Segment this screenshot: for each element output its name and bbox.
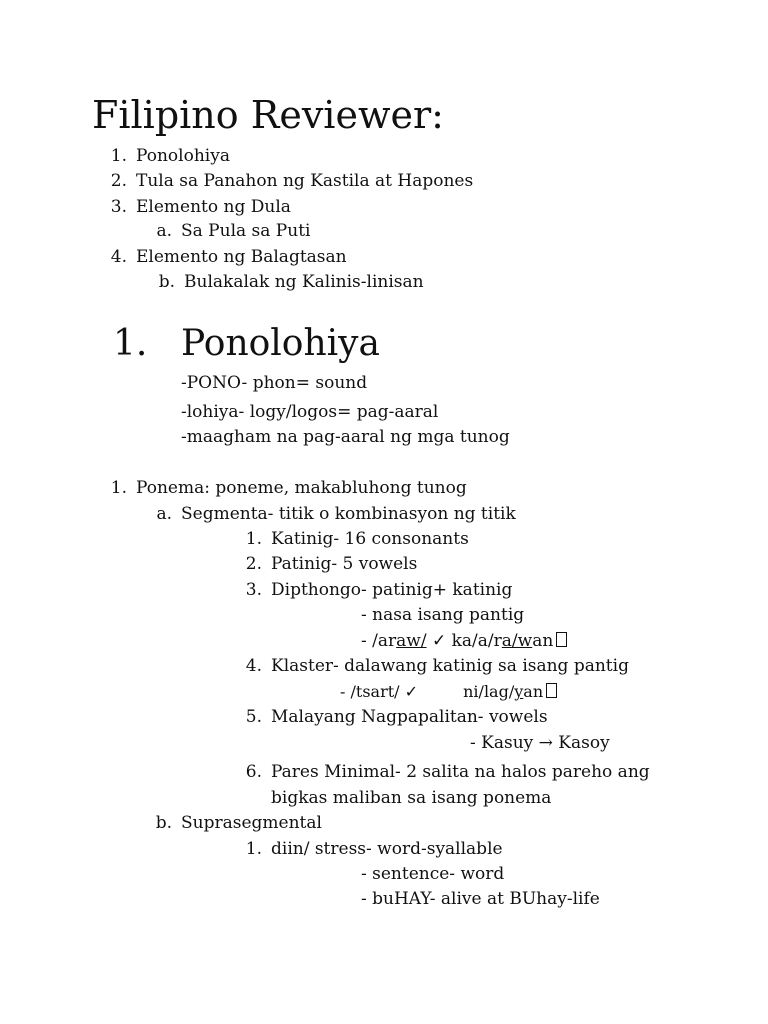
example-text: an xyxy=(523,682,544,701)
list-marker: 2. xyxy=(245,554,262,574)
toc-marker: b. xyxy=(158,272,175,292)
toc-item: Sa Pula sa Puti xyxy=(181,221,311,241)
toc-marker: 4. xyxy=(110,247,127,267)
list-marker: 1. xyxy=(110,478,127,498)
section-note: -lohiya- logy/logos= pag-aaral xyxy=(181,402,439,422)
list-item: Ponema: poneme, makabluhong tunog xyxy=(136,478,467,498)
example-text: ni/lag/ xyxy=(463,682,515,701)
section-number: 1. xyxy=(113,323,148,364)
example-underline: y xyxy=(514,682,524,701)
missing-glyph-icon xyxy=(546,683,557,698)
klaster-example xyxy=(340,682,557,702)
sub-note: - nasa isang pantig xyxy=(361,605,525,625)
toc-marker: a. xyxy=(156,221,172,241)
list-item: Dipthongo- patinig+ katinig xyxy=(271,580,513,600)
list-marker: 1. xyxy=(245,839,262,859)
list-marker: 3. xyxy=(245,580,262,600)
section-heading: Ponolohiya xyxy=(181,323,380,364)
toc-marker: 3. xyxy=(110,197,127,217)
toc-item: Ponolohiya xyxy=(136,146,230,166)
list-item: Suprasegmental xyxy=(181,813,322,833)
list-item: Patinig- 5 vowels xyxy=(271,554,418,574)
section-note: -maagham na pag-aaral ng mga tunog xyxy=(181,427,510,447)
sub-note: - buHAY- alive at BUhay-life xyxy=(361,889,600,909)
example-text: - /ar xyxy=(361,631,397,651)
example-underline: aw/ xyxy=(396,631,427,651)
page-title: Filipino Reviewer: xyxy=(92,93,444,137)
list-item: diin/ stress- word-syallable xyxy=(271,839,503,859)
list-item: Klaster- dalawang katinig sa isang pantig xyxy=(271,656,629,676)
example-text: an xyxy=(532,631,554,651)
toc-item: Elemento ng Balagtasan xyxy=(136,247,347,267)
list-item: Segmenta- titik o kombinasyon ng titik xyxy=(181,504,516,524)
toc-item: Tula sa Panahon ng Kastila at Hapones xyxy=(136,171,474,191)
dipthongo-example xyxy=(361,631,567,651)
list-marker: 1. xyxy=(245,529,262,549)
example-underline: a/w xyxy=(501,631,533,651)
section-note: -PONO- phon= sound xyxy=(181,373,368,393)
list-marker: 4. xyxy=(245,656,262,676)
toc-item: Bulakalak ng Kalinis-linisan xyxy=(184,272,424,292)
list-marker: b. xyxy=(155,813,172,833)
list-item: Katinig- 16 consonants xyxy=(271,529,469,549)
list-item: Malayang Nagpapalitan- vowels xyxy=(271,707,548,727)
sub-note: - sentence- word xyxy=(361,864,505,884)
toc-marker: 2. xyxy=(110,171,127,191)
list-item-continued: bigkas maliban sa isang ponema xyxy=(271,788,552,808)
toc-marker: 1. xyxy=(110,146,127,166)
missing-glyph-icon xyxy=(556,632,567,647)
list-marker: 6. xyxy=(245,762,262,782)
example-text: - /tsart/ ✓ xyxy=(340,682,419,701)
toc-item: Elemento ng Dula xyxy=(136,197,291,217)
sub-note: - Kasuy → Kasoy xyxy=(470,733,610,753)
list-item: Pares Minimal- 2 salita na halos pareho ang xyxy=(271,762,650,782)
list-marker: a. xyxy=(156,504,172,524)
example-text: ✓ ka/a/r xyxy=(426,631,502,651)
list-marker: 5. xyxy=(245,707,262,727)
